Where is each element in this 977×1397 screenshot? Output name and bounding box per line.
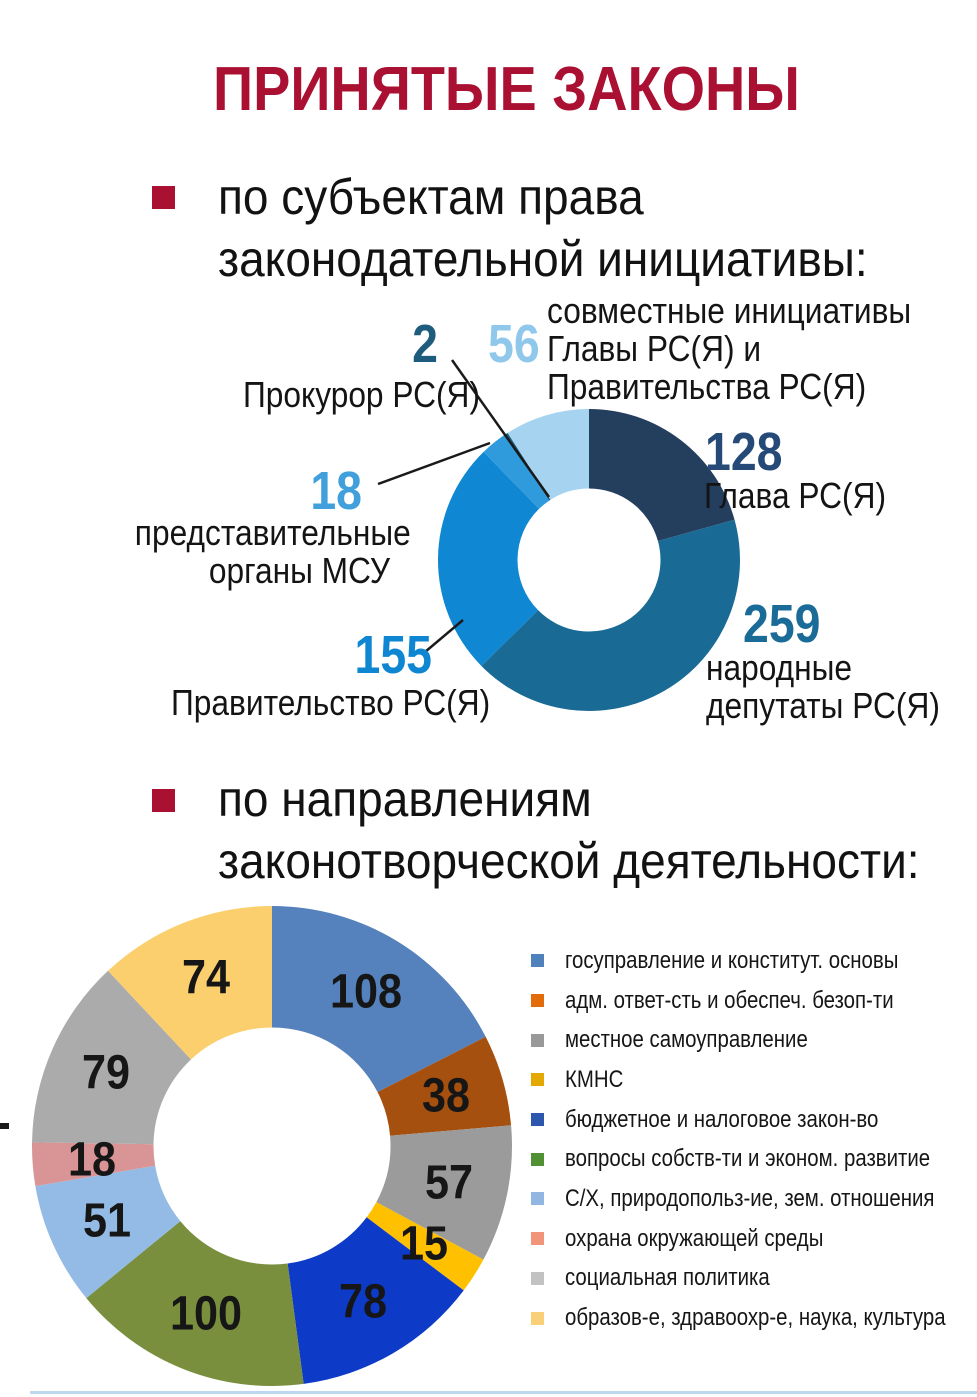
legend-item <box>531 1020 977 1060</box>
legend-swatch-icon <box>531 1272 544 1285</box>
slice-value-label: 78 <box>339 1275 388 1329</box>
section1-heading <box>218 166 868 290</box>
donut1-label-glava: Глава РС(Я) <box>704 475 887 516</box>
donut1-value-government: 155 <box>354 625 432 685</box>
slice-value-label: 15 <box>400 1217 449 1271</box>
section1-heading-line2: законодательной инициативы: <box>218 231 868 287</box>
section2-heading <box>218 768 920 892</box>
legend-label: образов-е, здравоохр-е, наука, культура <box>565 1304 946 1332</box>
donut1-value-msu: 18 <box>310 461 362 521</box>
section1-heading-line1: по субъектам права <box>218 169 644 225</box>
legend-label: социальная политика <box>565 1264 770 1292</box>
slice-value-label: 108 <box>330 965 403 1019</box>
legend-item <box>531 1259 977 1299</box>
directions-legend <box>531 941 977 1338</box>
legend-swatch-icon <box>531 1153 544 1166</box>
legend-item <box>531 1060 977 1100</box>
donut1-value-deputies: 259 <box>743 594 821 654</box>
slice-value-label: 74 <box>181 951 230 1005</box>
legend-item <box>531 1219 977 1259</box>
donut1-label-prosecutor: Прокурор РС(Я) <box>242 374 480 415</box>
slice-value-label: 79 <box>82 1046 131 1100</box>
section2-bullet-icon <box>152 789 175 812</box>
section1-bullet-icon <box>152 186 175 209</box>
bottom-divider-line <box>30 1391 977 1394</box>
slice-value-label: 18 <box>67 1133 116 1187</box>
legend-item <box>531 1179 977 1219</box>
donut1-value-joint: 56 <box>488 314 540 374</box>
legend-swatch-icon <box>531 994 544 1007</box>
legend-label: местное самоуправление <box>565 1026 808 1054</box>
legend-swatch-icon <box>531 954 544 967</box>
donut1-value-prosecutor: 2 <box>412 314 438 374</box>
section2-heading-line1: по направлениям <box>218 771 592 827</box>
legend-label: адм. ответ-сть и обеспеч. безоп-ти <box>565 986 894 1014</box>
donut1-label-joint: совместные инициативы Главы РС(Я) и Правительства РС(Я) <box>547 290 912 407</box>
section2-heading-line2: законотворческой деятельности: <box>218 833 920 889</box>
legend-swatch-icon <box>531 1312 544 1325</box>
legend-label: охрана окружающей среды <box>565 1224 824 1252</box>
legend-item <box>531 1139 977 1179</box>
legend-swatch-icon <box>531 1113 544 1126</box>
slice-value-label: 51 <box>83 1194 132 1248</box>
slice-value-label: 38 <box>421 1069 470 1123</box>
donut1-value-glava: 128 <box>705 422 783 482</box>
legend-swatch-icon <box>531 1034 544 1047</box>
legend-label: КМНС <box>565 1065 624 1093</box>
legend-item <box>531 981 977 1021</box>
donut1-label-deputies: народные депутаты РС(Я) <box>706 647 940 726</box>
legend-label: госуправление и конститут. основы <box>565 946 899 974</box>
legend-swatch-icon <box>531 1073 544 1086</box>
legend-swatch-icon <box>531 1232 544 1245</box>
page-title: ПРИНЯТЫЕ ЗАКОНЫ <box>213 55 800 124</box>
left-edge-dash <box>0 1123 9 1129</box>
legend-item <box>531 1298 977 1338</box>
legend-label: вопросы собств-ти и эконом. развитие <box>565 1145 931 1173</box>
slice-value-label: 57 <box>425 1156 474 1210</box>
legend-item <box>531 941 977 981</box>
legend-label: бюджетное и налоговое закон-во <box>565 1105 879 1133</box>
legend-item <box>531 1100 977 1140</box>
donut1-label-msu: представительные органы МСУ <box>134 512 411 591</box>
slice-value-label: 100 <box>169 1287 242 1341</box>
legend-swatch-icon <box>531 1192 544 1205</box>
directions-donut-chart <box>0 895 560 1397</box>
legend-label: С/Х, природопольз-ие, зем. отношения <box>565 1184 935 1212</box>
donut1-label-government: Правительство РС(Я) <box>171 682 491 723</box>
